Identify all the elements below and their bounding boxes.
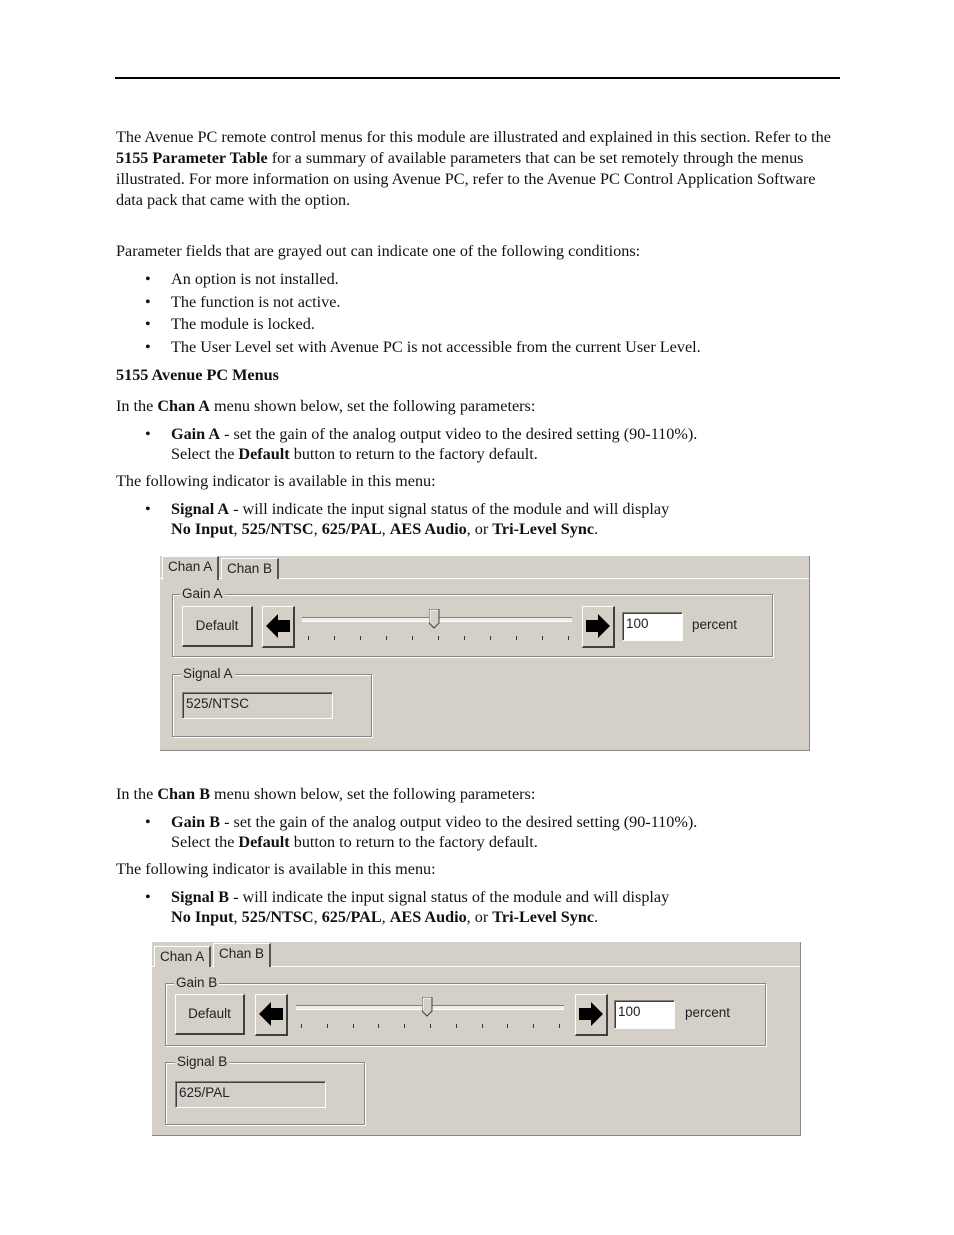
sep: ,: [381, 520, 390, 538]
chan-a-lead: [116, 396, 846, 417]
chan-a-ref: Chan A: [157, 397, 210, 415]
text: menu shown below, set the following parameters:: [210, 397, 536, 415]
slider-tick: [404, 1024, 405, 1028]
option: Tri-Level Sync: [492, 908, 595, 926]
list-item: [0, 812, 697, 852]
gain-b-ref: Gain B: [171, 813, 221, 831]
condition-text: An option is not installed.: [171, 270, 339, 288]
right-arrow-icon: [576, 995, 606, 1033]
slider-tick: [568, 636, 569, 640]
list-item: [0, 337, 701, 360]
bullet: •: [145, 888, 151, 906]
slider-tick: [301, 1024, 302, 1028]
default-button[interactable]: Default: [182, 606, 253, 647]
slider-tick: [456, 1024, 457, 1028]
gain-a-ref: Gain A: [171, 425, 221, 443]
chan-b-ref: Chan B: [157, 785, 210, 803]
text: Select the: [171, 833, 239, 851]
increase-button[interactable]: [582, 606, 615, 648]
increase-button[interactable]: [575, 994, 608, 1036]
bullet: •: [145, 425, 151, 443]
default-button[interactable]: Default: [175, 994, 245, 1035]
sep: ,: [381, 908, 390, 926]
signal-b-status: 625/PAL: [175, 1081, 326, 1108]
chan-a-signal-list: [0, 499, 669, 539]
gain-a-slider-thumb[interactable]: [429, 609, 440, 629]
sep: ,: [313, 908, 322, 926]
signal-a-status: 525/NTSC: [182, 692, 333, 719]
sep: ,: [233, 908, 242, 926]
slider-tick: [360, 636, 361, 640]
slider-tick: [507, 1024, 508, 1028]
sep: ,: [233, 520, 242, 538]
text: - will indicate the input signal status of the module and will display: [229, 888, 670, 906]
slider-tick: [378, 1024, 379, 1028]
gain-a-label: Gain A: [182, 586, 223, 601]
slider-tick: [386, 636, 387, 640]
left-arrow-icon: [263, 607, 293, 645]
parameter-table-ref: 5155 Parameter Table: [116, 149, 268, 167]
option: 525/NTSC: [241, 908, 314, 926]
option: 525/NTSC: [241, 520, 314, 538]
condition-text: The module is locked.: [171, 315, 315, 333]
slider-tick: [516, 636, 517, 640]
bullet: •: [145, 292, 151, 311]
slider-tick: [533, 1024, 534, 1028]
option: AES Audio: [389, 520, 467, 538]
slider-tick: [430, 1024, 431, 1028]
chan-b-signal-list: [0, 887, 669, 927]
chan-b-indicator-lead: The following indicator is available in this menu:: [116, 860, 436, 878]
gain-b-label: Gain B: [176, 975, 218, 990]
tab-chan-b[interactable]: Chan B: [221, 558, 279, 579]
grayed-lead: Parameter fields that are grayed out can indicate one of the following conditions:: [116, 242, 641, 260]
chan-b-gain-list: [0, 812, 697, 852]
signal-a-label: Signal A: [183, 666, 233, 681]
header-rule: [115, 77, 840, 79]
option: Tri-Level Sync: [492, 520, 595, 538]
signal-b-ref: Signal B: [171, 888, 230, 906]
chan-b-panel: [152, 942, 801, 1136]
gain-b-value-input[interactable]: 100: [614, 1000, 675, 1029]
list-item: [0, 499, 669, 539]
bullet: •: [145, 500, 151, 518]
signal-a-ref: Signal A: [171, 500, 230, 518]
text: - set the gain of the analog output video to the desired setting (90-110%).: [220, 425, 698, 443]
list-item: [0, 269, 701, 292]
bullet: •: [145, 813, 151, 831]
slider-tick: [334, 636, 335, 640]
list-item: [0, 292, 701, 315]
gain-a-unit: percent: [692, 617, 738, 632]
text: - will indicate the input signal status of the module and will display: [229, 500, 670, 518]
condition-list: [0, 269, 701, 359]
slider-tick: [542, 636, 543, 640]
sep: , or: [466, 908, 493, 926]
left-arrow-icon: [256, 995, 286, 1033]
intro-text-1: The Avenue PC remote control menus for this module are illustrated and explained in this section. Refer to the: [116, 128, 831, 146]
text: In the: [116, 397, 158, 415]
section-heading: 5155 Avenue PC Menus: [116, 366, 279, 384]
option: No Input: [171, 520, 234, 538]
slider-tick: [490, 636, 491, 640]
condition-text: The function is not active.: [171, 292, 341, 311]
sep: .: [594, 908, 599, 926]
chan-a-panel: [160, 556, 810, 751]
decrease-button[interactable]: [262, 606, 295, 648]
option: 625/PAL: [321, 908, 382, 926]
slider-tick: [482, 1024, 483, 1028]
bullet: •: [145, 270, 151, 288]
slider-tick: [327, 1024, 328, 1028]
sep: .: [594, 520, 599, 538]
default-ref: Default: [238, 445, 290, 463]
tab-chan-a[interactable]: Chan A: [154, 946, 211, 967]
gain-b-unit: percent: [685, 1005, 731, 1020]
sep: ,: [313, 520, 322, 538]
text: button to return to the factory default.: [289, 445, 538, 463]
text: menu shown below, set the following parameters:: [210, 785, 536, 803]
condition-text: The User Level set with Avenue PC is not accessible from the current User Level.: [171, 337, 701, 356]
slider-tick: [308, 636, 309, 640]
text: - set the gain of the analog output video to the desired setting (90-110%).: [220, 813, 698, 831]
decrease-button[interactable]: [255, 994, 288, 1036]
slider-tick: [559, 1024, 560, 1028]
intro-paragraph: [116, 127, 846, 211]
intro-text-2: for a summary of available parameters that can be set remotely through the menus illustrated. For more information on using Avenue PC, refer to the Avenue PC Control Application Software data pack that came with the option.: [116, 149, 816, 209]
bullet: •: [145, 337, 151, 356]
option: No Input: [171, 908, 234, 926]
gain-a-value-input[interactable]: 100: [622, 612, 683, 641]
slider-tick: [353, 1024, 354, 1028]
bullet: •: [145, 315, 151, 333]
option: 625/PAL: [321, 520, 382, 538]
chan-b-lead: [116, 784, 846, 805]
list-item: [0, 424, 697, 464]
option: AES Audio: [389, 908, 467, 926]
list-item: [0, 314, 701, 337]
right-arrow-icon: [583, 607, 613, 645]
text: button to return to the factory default.: [289, 833, 538, 851]
text: Select the: [171, 445, 239, 463]
chan-a-gain-list: [0, 424, 697, 464]
tab-chan-a[interactable]: Chan A: [162, 556, 219, 580]
slider-tick: [412, 636, 413, 640]
tab-chan-b[interactable]: Chan B: [213, 943, 271, 967]
slider-tick: [438, 636, 439, 640]
signal-b-label: Signal B: [177, 1054, 228, 1069]
gain-b-slider-thumb[interactable]: [422, 997, 433, 1017]
list-item: [0, 887, 669, 927]
default-ref: Default: [238, 833, 290, 851]
text: In the: [116, 785, 158, 803]
chan-a-indicator-lead: The following indicator is available in this menu:: [116, 472, 436, 490]
sep: , or: [466, 520, 493, 538]
slider-tick: [464, 636, 465, 640]
